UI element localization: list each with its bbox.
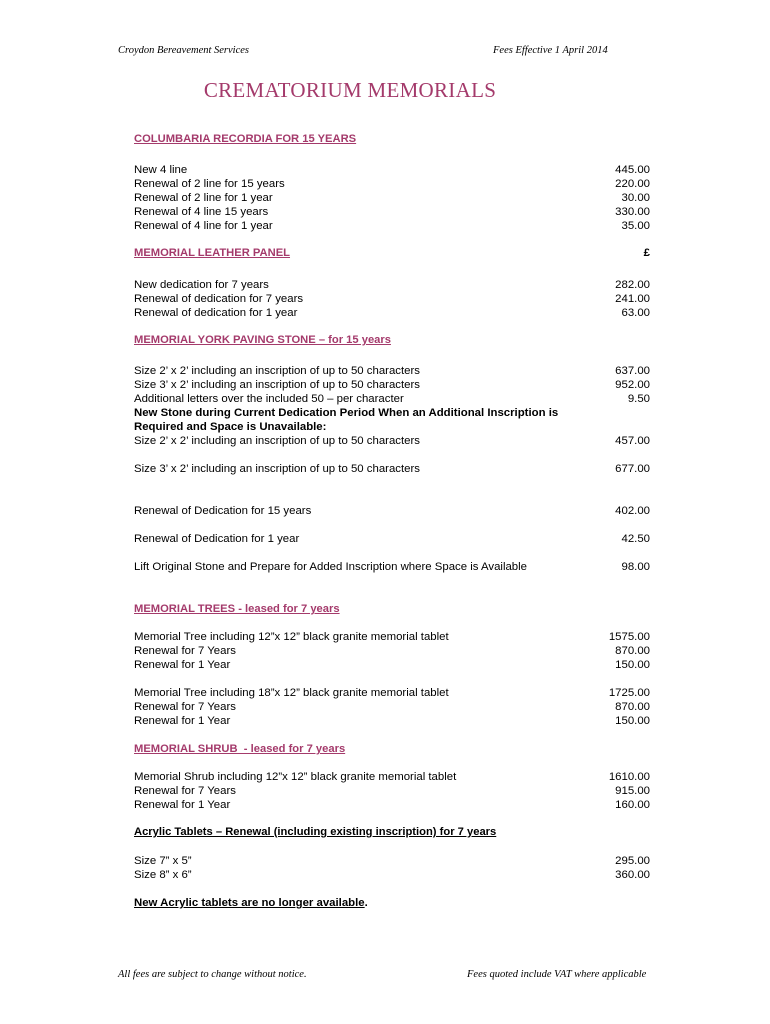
fee-row bbox=[134, 434, 650, 448]
fee-row bbox=[134, 658, 650, 672]
page-title: CREMATORIUM MEMORIALS bbox=[203, 78, 497, 102]
fee-row bbox=[134, 714, 650, 728]
acrylic-notice bbox=[134, 897, 368, 909]
fee-row bbox=[134, 504, 650, 518]
fee-row bbox=[134, 177, 650, 191]
fee-value: 220.00 bbox=[615, 178, 650, 190]
fee-value: 150.00 bbox=[615, 659, 650, 671]
fee-value: 870.00 bbox=[615, 701, 650, 713]
fee-value: 35.00 bbox=[621, 220, 650, 232]
fee-label: Renewal of Dedication for 1 year bbox=[134, 533, 300, 545]
fee-label: Size 3’ x 2’ including an inscription of up to 50 characters bbox=[134, 463, 420, 475]
fee-row bbox=[134, 868, 650, 882]
fee-label: Renewal of Dedication for 15 years bbox=[134, 505, 312, 517]
fee-value: 63.00 bbox=[621, 307, 650, 319]
fee-label: Size 2’ x 2’ including an inscription of up to 50 characters bbox=[134, 365, 420, 377]
fee-row bbox=[134, 191, 650, 205]
fee-value: 915.00 bbox=[615, 785, 650, 797]
section-heading-leather: MEMORIAL LEATHER PANEL bbox=[134, 247, 291, 259]
fee-value: 402.00 bbox=[615, 505, 650, 517]
fee-row bbox=[134, 163, 650, 177]
fee-value: 282.00 bbox=[615, 279, 650, 291]
fee-label: Memorial Shrub including 12”x 12” black granite memorial tablet bbox=[134, 771, 457, 783]
fee-label: Required and Space is Unavailable: bbox=[134, 421, 327, 433]
fee-label: Memorial Tree including 12”x 12” black granite memorial tablet bbox=[134, 631, 449, 643]
fee-value: 150.00 bbox=[615, 715, 650, 727]
fee-label: Renewal of 2 line for 15 years bbox=[134, 178, 285, 190]
section-heading-shrub: MEMORIAL SHRUB - leased for 7 years bbox=[134, 743, 346, 755]
fee-label: New dedication for 7 years bbox=[134, 279, 269, 291]
fee-row bbox=[134, 700, 650, 714]
fee-label: Renewal for 1 Year bbox=[134, 715, 231, 727]
acrylic-notice-text: New Acrylic tablets are no longer available bbox=[134, 897, 365, 909]
section-heading-york: MEMORIAL YORK PAVING STONE – for 15 years bbox=[134, 334, 391, 346]
fee-label: Additional letters over the included 50 – per character bbox=[134, 393, 404, 405]
fee-value: 1725.00 bbox=[608, 687, 650, 699]
fee-label: Renewal for 7 Years bbox=[134, 645, 236, 657]
fee-row bbox=[134, 644, 650, 658]
section-heading-columbaria: COLUMBARIA RECORDIA FOR 15 YEARS bbox=[134, 133, 357, 145]
fee-label: Memorial Tree including 18”x 12” black granite memorial tablet bbox=[134, 687, 449, 699]
footer-right: Fees quoted include VAT where applicable bbox=[467, 969, 647, 980]
fee-value: 98.00 bbox=[621, 561, 650, 573]
fee-label: Renewal of 2 line for 1 year bbox=[134, 192, 273, 204]
header-left: Croydon Bereavement Services bbox=[118, 45, 250, 56]
fee-row-bold bbox=[134, 406, 650, 420]
fee-row bbox=[134, 532, 650, 546]
fee-value: 241.00 bbox=[615, 293, 650, 305]
section-heading-acrylic: Acrylic Tablets – Renewal (including existing inscription) for 7 years bbox=[134, 826, 497, 838]
fee-value: 1575.00 bbox=[608, 631, 650, 643]
fee-value: 952.00 bbox=[615, 379, 650, 391]
fee-row bbox=[134, 798, 650, 812]
fee-label: Renewal of dedication for 7 years bbox=[134, 293, 304, 305]
fee-value: 637.00 bbox=[615, 365, 650, 377]
fee-label: Renewal for 7 Years bbox=[134, 701, 236, 713]
fee-label: Renewal of 4 line for 1 year bbox=[134, 220, 273, 232]
fee-label: Renewal for 1 Year bbox=[134, 659, 231, 671]
fee-label: Renewal of 4 line 15 years bbox=[134, 206, 269, 218]
currency-symbol: £ bbox=[643, 247, 650, 259]
fee-label: Size 2’ x 2’ including an inscription of up to 50 characters bbox=[134, 435, 420, 447]
fee-value: 42.50 bbox=[621, 533, 650, 545]
fee-value: 1610.00 bbox=[608, 771, 650, 783]
fee-label: Renewal for 1 Year bbox=[134, 799, 231, 811]
fee-label: Size 8” x 6” bbox=[134, 869, 192, 881]
fee-label: New 4 line bbox=[134, 164, 188, 176]
fee-value: 160.00 bbox=[615, 799, 650, 811]
fee-value: 677.00 bbox=[615, 463, 650, 475]
fee-label: Renewal for 7 Years bbox=[134, 785, 236, 797]
section-heading-trees: MEMORIAL TREES - leased for 7 years bbox=[134, 603, 340, 615]
fee-row bbox=[134, 630, 650, 644]
fee-value: 30.00 bbox=[621, 192, 650, 204]
fee-row-bold bbox=[134, 420, 650, 434]
fee-value: 330.00 bbox=[615, 206, 650, 218]
fee-value: 295.00 bbox=[615, 855, 650, 867]
fee-row bbox=[134, 219, 650, 233]
fee-label: Lift Original Stone and Prepare for Added Inscription where Space is Available bbox=[134, 561, 528, 573]
fee-row bbox=[134, 205, 650, 219]
fee-row bbox=[134, 392, 650, 406]
fee-row bbox=[134, 364, 650, 378]
fee-value: 457.00 bbox=[615, 435, 650, 447]
fee-row bbox=[134, 560, 650, 574]
footer-left: All fees are subject to change without notice. bbox=[118, 969, 307, 980]
fee-row bbox=[134, 462, 650, 476]
fee-value: 9.50 bbox=[627, 393, 650, 405]
fee-row bbox=[134, 854, 650, 868]
fee-label: Size 3’ x 2’ including an inscription of up to 50 characters bbox=[134, 379, 420, 391]
acrylic-notice-period: . bbox=[364, 897, 368, 909]
fee-row bbox=[134, 278, 650, 292]
fee-label: New Stone during Current Dedication Period When an Additional Inscription is bbox=[134, 407, 559, 419]
header-right: Fees Effective 1 April 2014 bbox=[493, 45, 608, 56]
fee-value: 445.00 bbox=[615, 164, 650, 176]
fee-row bbox=[134, 770, 650, 784]
fee-row bbox=[134, 306, 650, 320]
fee-value: 870.00 bbox=[615, 645, 650, 657]
fee-row bbox=[134, 378, 650, 392]
fee-row bbox=[134, 686, 650, 700]
fee-value: 360.00 bbox=[615, 869, 650, 881]
fee-label: Size 7” x 5” bbox=[134, 855, 192, 867]
fee-row bbox=[134, 784, 650, 798]
fee-row bbox=[134, 292, 650, 306]
fee-label: Renewal of dedication for 1 year bbox=[134, 307, 298, 319]
